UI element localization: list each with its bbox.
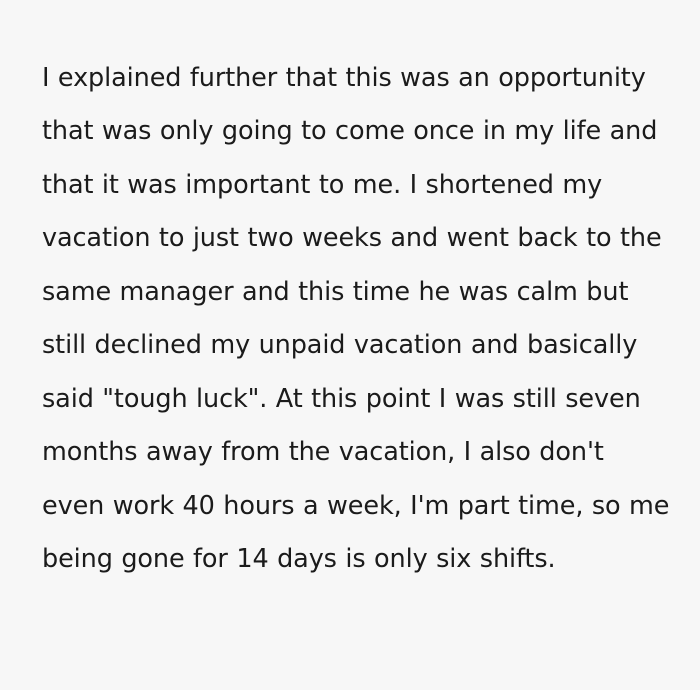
story-paragraph: I explained further that this was an opportunity that was only going to come once in my life and that it was important to me. I shortened my vacation to just two weeks and went back to the same manager and this time he was calm but still declined my unpaid vacation and basically said "tough luck". At this point I was still seven months away from the vacation, I also don't even work 40 hours a week, I'm part time, so me being gone for 14 days is only six shifts. <box>42 62 678 574</box>
